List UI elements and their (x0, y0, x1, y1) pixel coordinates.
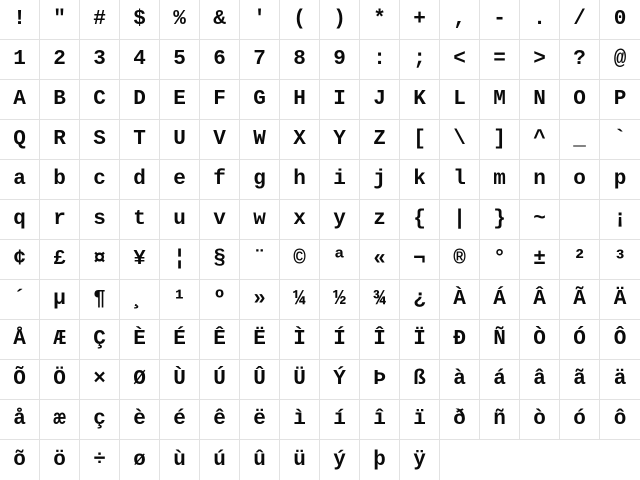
glyph-cell[interactable]: Í (320, 320, 360, 360)
glyph-cell[interactable]: , (440, 0, 480, 40)
glyph-cell[interactable]: ç (80, 400, 120, 440)
glyph-cell[interactable]: î (360, 400, 400, 440)
glyph-cell[interactable]: 1 (0, 40, 40, 80)
empty-slot (480, 440, 520, 480)
glyph-cell[interactable]: 9 (320, 40, 360, 80)
glyph-cell[interactable]: Ø (120, 360, 160, 400)
glyph-cell[interactable]: Û (240, 360, 280, 400)
glyph-cell[interactable]: r (40, 200, 80, 240)
glyph-cell[interactable]: 2 (40, 40, 80, 80)
glyph-cell[interactable]: F (200, 80, 240, 120)
glyph-cell[interactable]: g (240, 160, 280, 200)
glyph-cell[interactable]: q (0, 200, 40, 240)
glyph-cell[interactable]: ê (200, 400, 240, 440)
glyph-cell[interactable]: ¤ (80, 240, 120, 280)
glyph-cell[interactable]: ¨ (240, 240, 280, 280)
glyph-cell[interactable]: ! (0, 0, 40, 40)
glyph-cell[interactable]: x (280, 200, 320, 240)
glyph-cell[interactable]: S (80, 120, 120, 160)
glyph-cell[interactable]: ª (320, 240, 360, 280)
glyph-cell[interactable]: | (440, 200, 480, 240)
glyph-cell[interactable]: Á (480, 280, 520, 320)
glyph-cell[interactable]: P (600, 80, 640, 120)
glyph-cell[interactable]: À (440, 280, 480, 320)
glyph-cell[interactable]: I (320, 80, 360, 120)
glyph-cell[interactable]: ¦ (160, 240, 200, 280)
glyph-cell[interactable]: \ (440, 120, 480, 160)
glyph-cell[interactable]: U (160, 120, 200, 160)
glyph-cell[interactable]: þ (360, 440, 400, 480)
glyph-cell[interactable]: à (440, 360, 480, 400)
glyph-cell[interactable]: ô (600, 400, 640, 440)
glyph-cell[interactable]: n (520, 160, 560, 200)
glyph-cell[interactable]: ì (280, 400, 320, 440)
glyph-cell[interactable]: C (80, 80, 120, 120)
glyph-cell[interactable]: l (440, 160, 480, 200)
glyph-cell[interactable]: e (160, 160, 200, 200)
glyph-cell[interactable]: ¾ (360, 280, 400, 320)
glyph-cell[interactable]: ± (520, 240, 560, 280)
glyph-cell[interactable]: ë (240, 400, 280, 440)
glyph-cell[interactable]: ; (400, 40, 440, 80)
glyph-cell[interactable]: å (0, 400, 40, 440)
glyph-cell[interactable]: h (280, 160, 320, 200)
glyph-cell[interactable]: } (480, 200, 520, 240)
glyph-cell[interactable]: ÿ (400, 440, 440, 480)
glyph-cell[interactable]: V (200, 120, 240, 160)
glyph-cell[interactable]: ` (600, 120, 640, 160)
glyph-cell[interactable]: ñ (480, 400, 520, 440)
glyph-cell[interactable]: ~ (520, 200, 560, 240)
glyph-cell[interactable]: = (480, 40, 520, 80)
glyph-cell[interactable]: Ô (600, 320, 640, 360)
glyph-cell[interactable]: Ï (400, 320, 440, 360)
glyph-cell[interactable]: O (560, 80, 600, 120)
glyph-cell[interactable]: D (120, 80, 160, 120)
glyph-cell[interactable]: M (480, 80, 520, 120)
glyph-cell[interactable]: § (200, 240, 240, 280)
glyph-cell[interactable]: Ê (200, 320, 240, 360)
glyph-cell[interactable]: _ (560, 120, 600, 160)
glyph-cell[interactable]: æ (40, 400, 80, 440)
glyph-cell[interactable]: ¸ (120, 280, 160, 320)
glyph-cell[interactable]: N (520, 80, 560, 120)
glyph-cell[interactable]: Ä (600, 280, 640, 320)
glyph-cell[interactable]: % (160, 0, 200, 40)
glyph-cell[interactable]: A (0, 80, 40, 120)
glyph-cell[interactable]: Ñ (480, 320, 520, 360)
glyph-cell[interactable]: Ý (320, 360, 360, 400)
glyph-cell[interactable]: © (280, 240, 320, 280)
glyph-cell[interactable]: 4 (120, 40, 160, 80)
glyph-cell[interactable]: ^ (520, 120, 560, 160)
glyph-cell[interactable]: & (200, 0, 240, 40)
glyph-cell[interactable]: { (400, 200, 440, 240)
glyph-cell[interactable]: z (360, 200, 400, 240)
glyph-cell[interactable]: y (320, 200, 360, 240)
empty-slot (560, 440, 600, 480)
glyph-cell[interactable]: ® (440, 240, 480, 280)
glyph-cell[interactable]: d (120, 160, 160, 200)
glyph-cell[interactable]: 5 (160, 40, 200, 80)
glyph-cell[interactable]: ÷ (80, 440, 120, 480)
glyph-cell[interactable]: Å (0, 320, 40, 360)
empty-slot (440, 440, 480, 480)
glyph-cell[interactable]: ¡ (600, 200, 640, 240)
glyph-cell[interactable]: > (520, 40, 560, 80)
glyph-cell[interactable] (560, 200, 600, 240)
glyph-cell[interactable]: $ (120, 0, 160, 40)
glyph-cell[interactable]: ¬ (400, 240, 440, 280)
glyph-cell[interactable]: ð (440, 400, 480, 440)
glyph-cell[interactable]: H (280, 80, 320, 120)
glyph-cell[interactable]: * (360, 0, 400, 40)
glyph-cell[interactable]: p (600, 160, 640, 200)
glyph-cell[interactable]: ¼ (280, 280, 320, 320)
glyph-cell[interactable]: ò (520, 400, 560, 440)
glyph-cell[interactable]: á (480, 360, 520, 400)
glyph-cell[interactable]: ) (320, 0, 360, 40)
glyph-cell[interactable]: Ò (520, 320, 560, 360)
glyph-cell[interactable]: í (320, 400, 360, 440)
glyph-cell[interactable]: / (560, 0, 600, 40)
glyph-cell[interactable]: 6 (200, 40, 240, 80)
glyph-cell[interactable]: ( (280, 0, 320, 40)
glyph-cell[interactable]: û (240, 440, 280, 480)
glyph-cell[interactable]: ó (560, 400, 600, 440)
glyph-cell[interactable]: T (120, 120, 160, 160)
glyph-cell[interactable]: Î (360, 320, 400, 360)
glyph-cell[interactable]: Z (360, 120, 400, 160)
glyph-cell[interactable]: o (560, 160, 600, 200)
glyph-cell[interactable]: Ù (160, 360, 200, 400)
glyph-cell[interactable]: ö (40, 440, 80, 480)
glyph-cell[interactable]: s (80, 200, 120, 240)
glyph-cell[interactable]: ï (400, 400, 440, 440)
glyph-cell[interactable]: f (200, 160, 240, 200)
glyph-cell[interactable]: Ç (80, 320, 120, 360)
glyph-cell[interactable]: Ì (280, 320, 320, 360)
glyph-cell[interactable]: X (280, 120, 320, 160)
glyph-cell[interactable]: v (200, 200, 240, 240)
glyph-cell[interactable]: « (360, 240, 400, 280)
glyph-cell[interactable]: ' (240, 0, 280, 40)
glyph-cell[interactable]: " (40, 0, 80, 40)
glyph-cell[interactable]: b (40, 160, 80, 200)
empty-slot (600, 440, 640, 480)
glyph-cell[interactable]: ¹ (160, 280, 200, 320)
glyph-cell[interactable]: 7 (240, 40, 280, 80)
glyph-cell[interactable]: i (320, 160, 360, 200)
glyph-cell[interactable]: [ (400, 120, 440, 160)
glyph-cell[interactable]: â (520, 360, 560, 400)
glyph-cell[interactable]: ú (200, 440, 240, 480)
glyph-cell[interactable]: 0 (600, 0, 640, 40)
glyph-cell[interactable]: µ (40, 280, 80, 320)
glyph-cell[interactable]: m (480, 160, 520, 200)
glyph-cell[interactable]: @ (600, 40, 640, 80)
glyph-cell[interactable]: ã (560, 360, 600, 400)
glyph-cell[interactable]: ³ (600, 240, 640, 280)
glyph-cell[interactable]: K (400, 80, 440, 120)
glyph-cell[interactable]: Ó (560, 320, 600, 360)
glyph-cell[interactable]: G (240, 80, 280, 120)
glyph-cell[interactable]: Ã (560, 280, 600, 320)
empty-slot (520, 440, 560, 480)
glyph-cell[interactable]: < (440, 40, 480, 80)
glyph-cell[interactable]: 8 (280, 40, 320, 80)
glyph-cell[interactable]: ´ (0, 280, 40, 320)
glyph-cell[interactable]: + (400, 0, 440, 40)
glyph-cell[interactable]: × (80, 360, 120, 400)
glyph-cell[interactable]: - (480, 0, 520, 40)
glyph-cell[interactable]: J (360, 80, 400, 120)
glyph-cell[interactable]: £ (40, 240, 80, 280)
glyph-cell[interactable]: õ (0, 440, 40, 480)
glyph-cell[interactable]: . (520, 0, 560, 40)
glyph-cell[interactable]: Õ (0, 360, 40, 400)
glyph-cell[interactable]: ø (120, 440, 160, 480)
glyph-cell[interactable]: Q (0, 120, 40, 160)
glyph-cell[interactable]: t (120, 200, 160, 240)
glyph-cell[interactable]: é (160, 400, 200, 440)
glyph-cell[interactable]: k (400, 160, 440, 200)
glyph-cell[interactable]: j (360, 160, 400, 200)
glyph-cell[interactable]: ² (560, 240, 600, 280)
glyph-cell[interactable]: B (40, 80, 80, 120)
glyph-cell[interactable]: u (160, 200, 200, 240)
glyph-cell[interactable]: Þ (360, 360, 400, 400)
glyph-cell[interactable]: Â (520, 280, 560, 320)
glyph-cell[interactable]: ß (400, 360, 440, 400)
glyph-cell[interactable]: ¢ (0, 240, 40, 280)
glyph-cell[interactable]: c (80, 160, 120, 200)
glyph-cell[interactable]: Ú (200, 360, 240, 400)
glyph-cell[interactable]: w (240, 200, 280, 240)
glyph-cell[interactable]: Æ (40, 320, 80, 360)
glyph-cell[interactable]: Ü (280, 360, 320, 400)
glyph-cell[interactable]: ½ (320, 280, 360, 320)
glyph-cell[interactable]: # (80, 0, 120, 40)
glyph-cell[interactable]: ¿ (400, 280, 440, 320)
glyph-cell[interactable]: ä (600, 360, 640, 400)
glyph-cell[interactable]: Ö (40, 360, 80, 400)
glyph-cell[interactable]: 3 (80, 40, 120, 80)
glyph-cell[interactable]: É (160, 320, 200, 360)
glyph-cell[interactable]: W (240, 120, 280, 160)
glyph-cell[interactable]: E (160, 80, 200, 120)
glyph-cell[interactable]: º (200, 280, 240, 320)
glyph-cell[interactable]: è (120, 400, 160, 440)
glyph-cell[interactable]: a (0, 160, 40, 200)
glyph-cell[interactable]: ] (480, 120, 520, 160)
glyph-cell[interactable]: È (120, 320, 160, 360)
glyph-cell[interactable]: ¶ (80, 280, 120, 320)
glyph-cell[interactable]: : (360, 40, 400, 80)
glyph-cell[interactable]: Ð (440, 320, 480, 360)
glyph-cell[interactable]: ý (320, 440, 360, 480)
glyph-cell[interactable]: R (40, 120, 80, 160)
glyph-cell[interactable]: ? (560, 40, 600, 80)
glyph-cell[interactable]: ° (480, 240, 520, 280)
glyph-cell[interactable]: L (440, 80, 480, 120)
glyph-cell[interactable]: » (240, 280, 280, 320)
glyph-cell[interactable]: ¥ (120, 240, 160, 280)
glyph-cell[interactable]: ù (160, 440, 200, 480)
glyph-cell[interactable]: Ë (240, 320, 280, 360)
glyph-cell[interactable]: Y (320, 120, 360, 160)
glyph-cell[interactable]: ü (280, 440, 320, 480)
